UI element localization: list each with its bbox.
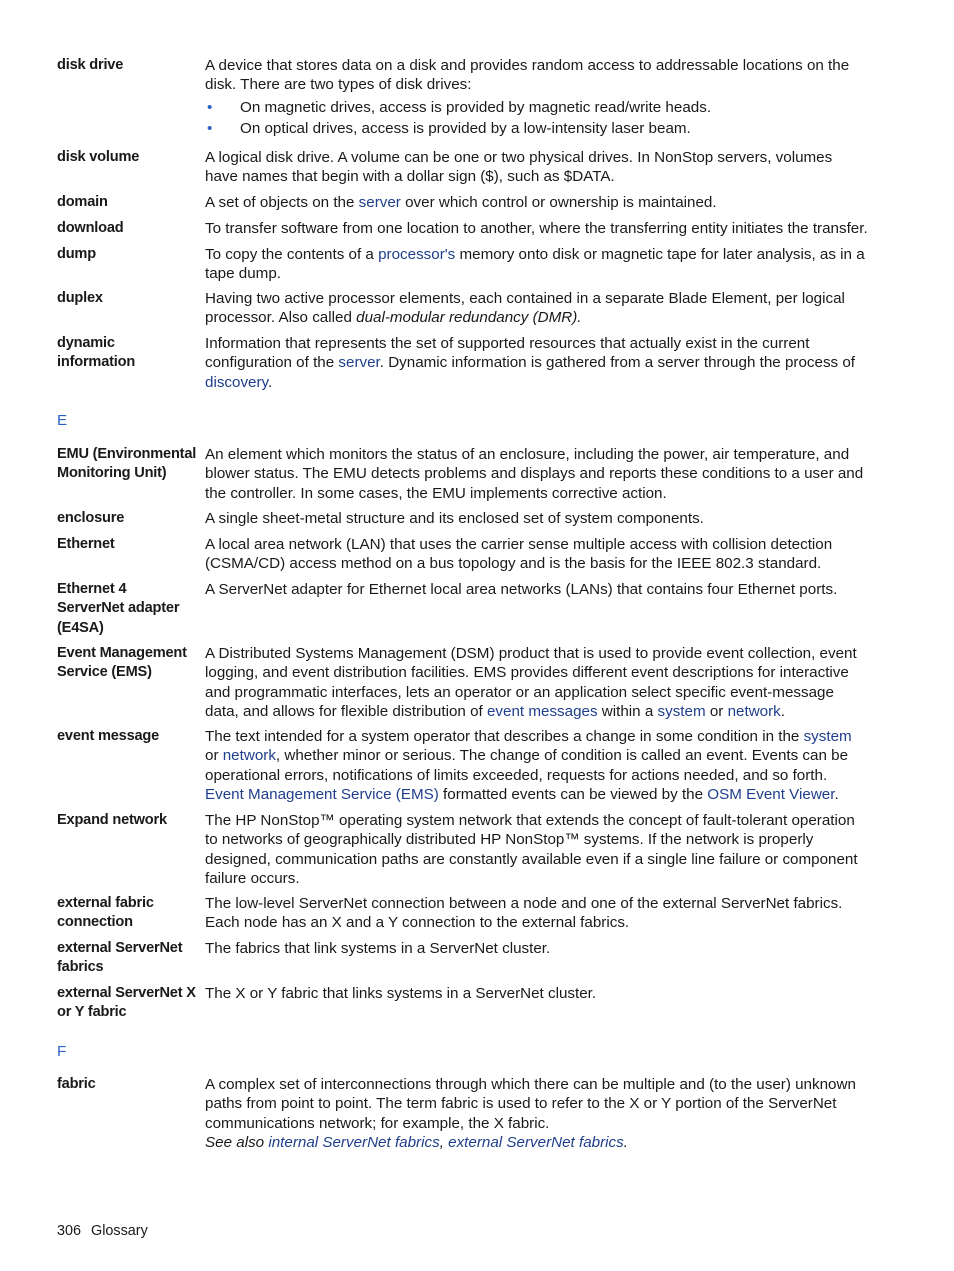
glossary-term: disk volume [57,149,140,165]
glossary-term: dynamic information [57,335,136,371]
glossary-definition: A set of objects on the server over which control or ownership is maintained. [205,194,717,211]
glossary-definition: A local area network (LAN) that uses the carrier sense multiple access with collision detection (CSMA/CD) access method on a bus topology and is the basis for the IEEE 802.3 standard. [205,536,833,573]
glossary-definition: An element which monitors the status of an enclosure, including the power, air temperature, and blower status. The EMU detects problems and displays and reports these conditions to a user and the controller. In some cases, the EMU implements corrective action. [205,446,864,502]
page-footer [57,1222,148,1241]
link-processor[interactable]: processor's [378,246,456,263]
link-server[interactable]: server [338,354,380,372]
page-number: 306 [57,1223,82,1239]
definition-text: A device that stores data on a disk and provides random access to addressable locations on the disk. There are two types of disk drives: [205,57,850,94]
glossary-definition: Information that represents the set of supported resources that actually exist in the current configuration of the server. Dynamic information is gathered from a server through the process of discovery. [205,335,856,391]
glossary-term: domain [57,194,108,210]
glossary-definition [205,56,869,139]
section-letter-f: F [57,1043,67,1060]
glossary-entry-ems [57,644,869,722]
glossary-definition: Having two active processor elements, each contained in a separate Blade Element, per logical processor. Also called dual-modular redundancy (DMR). [205,290,845,327]
glossary-term: duplex [57,290,103,306]
glossary-term: Event Management Service (EMS) [57,645,187,681]
glossary-entry-dynamic-information [57,334,869,392]
glossary-definition: The low-level ServerNet connection between a node and one of the external ServerNet fabrics. Each node has an X and a Y connection to the external fabrics. [205,895,843,932]
glossary-term: external fabric connection [57,895,154,931]
glossary-entry-expand-network [57,811,869,889]
glossary-term: dump [57,246,96,262]
link-network[interactable]: network [727,703,781,721]
glossary-entry-external-servernet-fabrics [57,939,869,976]
link-network[interactable]: network [222,747,276,765]
glossary-term: event message [57,728,160,744]
glossary-term: Ethernet [57,536,115,552]
list-item: • On magnetic drives, access is provided by magnetic read/write heads. [207,98,712,116]
glossary-definition: To copy the contents of a processor's memory onto disk or magnetic tape for later analysis, as in a tape dump. [205,246,865,283]
glossary-definition: To transfer software from one location to another, where the transferring entity initiates the transfer. [205,220,868,237]
glossary-term: external ServerNet X or Y fabric [57,985,196,1021]
see-also: See also internal ServerNet fabrics, external ServerNet fabrics. [205,1134,628,1152]
glossary-entry-event-message [57,727,869,805]
glossary-entry-domain [57,193,869,212]
link-server[interactable]: server [358,194,401,211]
link-ems[interactable]: Event Management Service (EMS) [205,786,439,804]
glossary-definition: The X or Y fabric that links systems in a ServerNet cluster. [205,985,597,1002]
footer-section-title: Glossary [91,1223,148,1239]
glossary-entry-emu [57,445,869,503]
glossary-entry-duplex [57,289,869,328]
glossary-definition: The text intended for a system operator that describes a change in some condition in the system or network, whether minor or serious. The change of condition is called an event. Events can be operational errors, notifications of limits exceeded, requests for actions needed, and so forth. Event Management Service (EMS) formatted events can be viewed by the OSM Event Viewer. [205,728,852,804]
glossary-term: Ethernet 4 ServerNet adapter (E4SA) [57,581,180,636]
glossary-entry-download [57,219,869,238]
glossary-entry-disk-drive [57,56,869,139]
glossary-term: external ServerNet fabrics [57,940,183,976]
glossary-entry-fabric [57,1075,869,1153]
bullet-list [205,97,869,139]
link-internal-servernet-fabrics[interactable]: internal ServerNet fabrics [268,1134,440,1152]
glossary-term: enclosure [57,510,125,526]
glossary-definition: A Distributed Systems Management (DSM) product that is used to provide event collection, event logging, and event distribution facilities. EMS provides different event descriptions for interactive and programmatic interfaces, lets an operator or an application select specific event-message data, and allows for flexible distribution of event messages within a system or network. [205,645,857,721]
glossary-entry-enclosure [57,509,869,528]
glossary-term: disk drive [57,57,124,73]
glossary-entry-e4sa [57,580,869,636]
bullet-icon: • [207,98,213,116]
link-external-servernet-fabrics[interactable]: external ServerNet fabrics [448,1134,624,1152]
italic-term: dual-modular redundancy (DMR). [356,309,582,327]
glossary-term: download [57,220,124,236]
glossary-definition: A ServerNet adapter for Ethernet local area networks (LANs) that contains four Ethernet ports. [205,581,838,598]
section-letter-e: E [57,412,68,429]
link-system[interactable]: system [803,728,852,745]
link-event-messages[interactable]: event messages [486,703,598,721]
glossary-term: EMU (Environmental Monitoring Unit) [57,446,197,482]
glossary-definition [205,1075,869,1153]
glossary-term: Expand network [57,812,167,828]
glossary-entry-disk-volume [57,148,869,187]
link-discovery[interactable]: discovery [205,373,269,391]
bullet-icon: • [207,119,213,137]
glossary-entry-ethernet [57,535,869,574]
glossary-term: fabric [57,1076,96,1092]
glossary-entry-external-fabric-connection [57,894,869,933]
link-osm-event-viewer[interactable]: OSM Event Viewer [707,786,835,804]
glossary-definition: The fabrics that link systems in a ServerNet cluster. [205,940,551,957]
glossary-entry-dump [57,245,869,284]
glossary-definition: The HP NonStop™ operating system network that extends the concept of fault-tolerant operation to networks of geographically distributed HP NonStop™ systems. If the network is properly designed, communication paths are constantly available even if a single line failure or component failure occurs. [205,812,858,888]
glossary-definition: A logical disk drive. A volume can be one or two physical drives. In NonStop servers, volumes have names that begin with a dollar sign ($), such as $DATA. [205,149,833,186]
link-system[interactable]: system [657,703,706,721]
glossary-definition: A single sheet-metal structure and its enclosed set of system components. [205,510,704,527]
glossary-entry-external-servernet-xy-fabric [57,984,869,1021]
definition-text: A complex set of interconnections through which there can be multiple and (to the user) unknown paths from point to point. The term fabric is used to refer to the X or Y portion of the ServerNet communications network; for example, the X fabric. [205,1076,856,1132]
list-item: • On optical drives, access is provided by a low-intensity laser beam. [207,119,691,137]
